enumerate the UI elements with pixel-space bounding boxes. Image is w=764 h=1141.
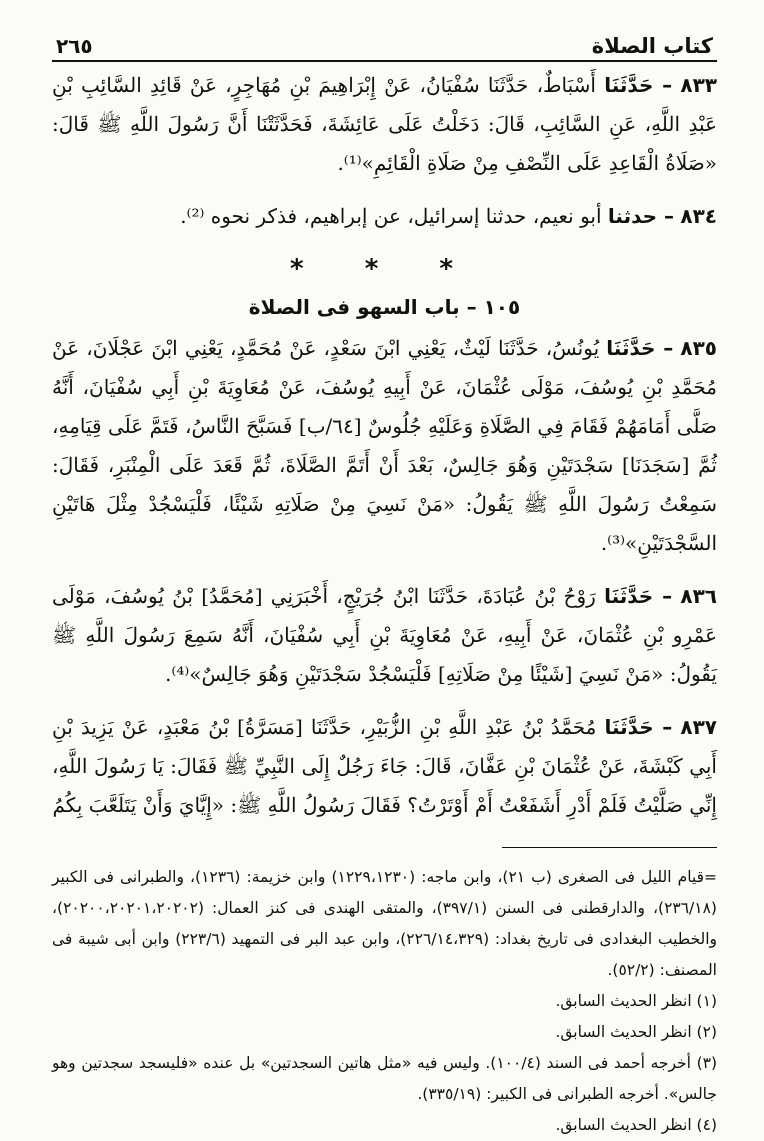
book-title: كتاب الصلاة [591, 34, 713, 58]
hadith-833: ٨٣٣ – حَدَّثَنَا أَسْبَاطٌ، حَدَّثَنَا سُفْيَانُ، عَنْ إِبْرَاهِيمَ بْنِ مُهَاجِرٍ، عَنْ قَائِدِ السَّائِبِ بْنِ عَبْدِ اللَّهِ، عَنِ السَّائِبِ، قَالَ: دَخَلْتُ عَلَى عَائِشَةَ، فَحَدَّثَتْنَا أَنَّ رَسُولَ اللَّهِ ﷺ قَالَ: «صَلَاةُ الْقَاعِدِ عَلَى النِّصْفِ مِنْ صَلَاةِ الْقَائِمِ»⁽¹⁾. [52, 73, 717, 175]
hadith-text: أبو نعيم، حدثنا إسرائيل، عن إبراهيم، فذكر نحوه ⁽²⁾. [180, 204, 602, 228]
hadith-lead: حَدَّثَنَا [604, 73, 654, 97]
footnote-1: (١) انظر الحديث السابق. [555, 992, 717, 1010]
hadith-lead: حَدَّثَنَا [604, 715, 654, 739]
hadith-number: ٨٣٣ [680, 73, 717, 97]
hadith-lead: حَدَّثَنَا [606, 336, 656, 360]
footnote-continued: =قيام الليل فى الصغرى (ب ٢١)، وابن ماجه: (١٢٢٩،١٢٣٠) وابن خزيمة: (١٢٣٦)، والطبرانى فى الكبير (٢٣٦/١٨)، والدارقطنى فى السنن (٣٩٧/١)، والمتقى الهندى فى كنز العمال: (٢٠٢٠٠،٢٠٢٠١،٢٠٢٠٢)، والخطيب البغدادى فى تاريخ بغداد: (٢٢٦/١٤،٣٢٩)، وابن عبد البر فى التمهيد (٢٢٣/٦) وابن أبى شيبة فى المصنف: (٥٢/٢). [52, 868, 717, 979]
hadith-number: ٨٣٧ [680, 715, 718, 739]
chapter-heading: ١٠٥ – باب السهو فى الصلاة [248, 295, 521, 319]
footnotes [52, 862, 717, 1141]
main-text [52, 66, 717, 825]
hadith-text: يُونُسُ، حَدَّثَنَا لَيْثٌ، يَعْنِي ابْنَ سَعْدٍ، عَنْ مُحَمَّدٍ، يَعْنِي ابْنَ عَجْلَانَ، عَنْ مُحَمَّدِ بْنِ يُوسُفَ، مَوْلَى عُثْمَانَ، عَنْ أَبِيهِ يُوسُفَ، عَنْ مُعَاوِيَةَ بْنِ أَبِي سُفْيَانَ، أَنَّهُ صَلَّى أَمَامَهُمْ فَقَامَ فِي الصَّلَاةِ وَعَلَيْهِ جُلُوسٌ [٦٤/ب] فَسَبَّحَ النَّاسُ، فَتَمَّ عَلَى قِيَامِهِ، ثُمَّ [سَجَدَنَا] سَجْدَتَيْنِ وَهُوَ جَالِسٌ، بَعْدَ أَنْ أَتَمَّ الصَّلَاةَ، ثُمَّ قَعَدَ عَلَى الْمِنْبَرِ، فَقَالَ: سَمِعْتُ رَسُولَ اللَّهِ ﷺ يَقُولُ: «مَنْ نَسِيَ مِنْ صَلَاتِهِ شَيْئًا، فَلْيَسْجُدْ مِثْلَ هَاتَيْنِ السَّجْدَتَيْنِ»⁽³⁾. [52, 336, 717, 555]
hadith-835: ٨٣٥ – حَدَّثَنَا يُونُسُ، حَدَّثَنَا لَيْثٌ، يَعْنِي ابْنَ سَعْدٍ، عَنْ مُحَمَّدٍ، يَعْنِي ابْنَ عَجْلَانَ، عَنْ مُحَمَّدِ بْنِ يُوسُفَ، مَوْلَى عُثْمَانَ، عَنْ أَبِيهِ يُوسُفَ، عَنْ مُعَاوِيَةَ بْنِ أَبِي سُفْيَانَ، أَنَّهُ صَلَّى أَمَامَهُمْ فَقَامَ فِي الصَّلَاةِ وَعَلَيْهِ جُلُوسٌ [٦٤/ب] فَسَبَّحَ النَّاسُ، فَتَمَّ عَلَى قِيَامِهِ، ثُمَّ [سَجَدَنَا] سَجْدَتَيْنِ وَهُوَ جَالِسٌ، بَعْدَ أَنْ أَتَمَّ الصَّلَاةَ، ثُمَّ قَعَدَ عَلَى الْمِنْبَرِ، فَقَالَ: سَمِعْتُ رَسُولَ اللَّهِ ﷺ يَقُولُ: «مَنْ نَسِيَ مِنْ صَلَاتِهِ شَيْئًا، فَلْيَسْجُدْ مِثْلَ هَاتَيْنِ السَّجْدَتَيْنِ»⁽³⁾. [52, 336, 717, 555]
hadith-lead: حَدَّثَنَا [604, 584, 654, 608]
hadith-834: ٨٣٤ – حدثنا أبو نعيم، حدثنا إسرائيل، عن إبراهيم، فذكر نحوه ⁽²⁾. [180, 204, 717, 228]
hadith-number: ٨٣٥ [680, 336, 717, 360]
page-number: ٢٦٥ [56, 34, 93, 58]
footnote-2: (٢) انظر الحديث السابق. [555, 1023, 717, 1041]
page [52, 22, 717, 1141]
page-header [52, 22, 717, 62]
footnote-3: (٣) أخرجه أحمد فى السند (١٠٠/٤). وليس فيه «مثل هاتين السجدتين» بل عنده «فليسجد سجدتين وهو جالس». أخرجه الطبرانى فى الكبير: (٣٣٥/١٩). [52, 1054, 718, 1103]
hadith-836: ٨٣٦ – حَدَّثَنَا رَوْحُ بْنُ عُبَادَةَ، حَدَّثَنَا ابْنُ جُرَيْجٍ، أَخْبَرَنِي [مُحَمَّدُ] بْنُ يُوسُفَ، مَوْلَى عَمْرِو بْنِ عُثْمَانَ، عَنْ أَبِيهِ، عَنْ مُعَاوِيَةَ بْنِ أَبِي سُفْيَانَ، أَنَّهُ سَمِعَ رَسُولَ اللَّهِ ﷺ يَقُولُ: «مَنْ نَسِيَ [شَيْئًا مِنْ صَلَاتِهِ] فَلْيَسْجُدْ سَجْدَتَيْنِ وَهُوَ جَالِسٌ»⁽⁴⁾. [52, 584, 718, 686]
hadith-text: مُحَمَّدُ بْنُ عَبْدِ اللَّهِ بْنِ الزُّبَيْرِ، حَدَّثَنَا [مَسَرَّةُ] بْنُ مَعْبَدٍ، عَنْ يَزِيدَ بْنِ أَبِي كَبْشَةَ، عَنْ عُثْمَانَ بْنِ عَفَّانَ، قَالَ: جَاءَ رَجُلٌ إِلَى النَّبِيِّ ﷺ فَقَالَ: يَا رَسُولَ اللَّهِ، إِنِّي صَلَّيْتُ فَلَمْ أَدْرِ أَشَفَعْتُ أَمْ أَوْتَرْتُ؟ فَقَالَ رَسُولُ اللَّهِ ﷺ: «إِيَّايَ وَأَنْ يَتَلَعَّبَ بِكُمُ [52, 715, 717, 817]
footnote-divider [502, 847, 717, 848]
hadith-text: رَوْحُ بْنُ عُبَادَةَ، حَدَّثَنَا ابْنُ جُرَيْجٍ، أَخْبَرَنِي [مُحَمَّدُ] بْنُ يُوسُفَ، مَوْلَى عَمْرِو بْنِ عُثْمَانَ، عَنْ أَبِيهِ، عَنْ مُعَاوِيَةَ بْنِ أَبِي سُفْيَانَ، أَنَّهُ سَمِعَ رَسُولَ اللَّهِ ﷺ يَقُولُ: «مَنْ نَسِيَ [شَيْئًا مِنْ صَلَاتِهِ] فَلْيَسْجُدْ سَجْدَتَيْنِ وَهُوَ جَالِسٌ»⁽⁴⁾. [52, 584, 717, 686]
hadith-number: ٨٣٤ [680, 204, 717, 228]
footnote-4: (٤) انظر الحديث السابق. [555, 1116, 717, 1134]
hadith-lead: حدثنا [607, 204, 658, 228]
hadith-837: ٨٣٧ – حَدَّثَنَا مُحَمَّدُ بْنُ عَبْدِ اللَّهِ بْنِ الزُّبَيْرِ، حَدَّثَنَا [مَسَرَّةُ] بْنُ مَعْبَدٍ، عَنْ يَزِيدَ بْنِ أَبِي كَبْشَةَ، عَنْ عُثْمَانَ بْنِ عَفَّانَ، قَالَ: جَاءَ رَجُلٌ إِلَى النَّبِيِّ ﷺ فَقَالَ: يَا رَسُولَ اللَّهِ، إِنِّي صَلَّيْتُ فَلَمْ أَدْرِ أَشَفَعْتُ أَمْ أَوْتَرْتُ؟ فَقَالَ رَسُولُ اللَّهِ ﷺ: «إِيَّايَ وَأَنْ يَتَلَعَّبَ بِكُمُ [52, 715, 718, 817]
hadith-number: ٨٣٦ [680, 584, 718, 608]
section-separator: * * * [290, 254, 479, 284]
hadith-text: أَسْبَاطٌ، حَدَّثَنَا سُفْيَانُ، عَنْ إِبْرَاهِيمَ بْنِ مُهَاجِرٍ، عَنْ قَائِدِ السَّائِبِ بْنِ عَبْدِ اللَّهِ، عَنِ السَّائِبِ، قَالَ: دَخَلْتُ عَلَى عَائِشَةَ، فَحَدَّثَتْنَا أَنَّ رَسُولَ اللَّهِ ﷺ قَالَ: «صَلَاةُ الْقَاعِدِ عَلَى النِّصْفِ مِنْ صَلَاةِ الْقَائِمِ»⁽¹⁾. [52, 73, 717, 175]
